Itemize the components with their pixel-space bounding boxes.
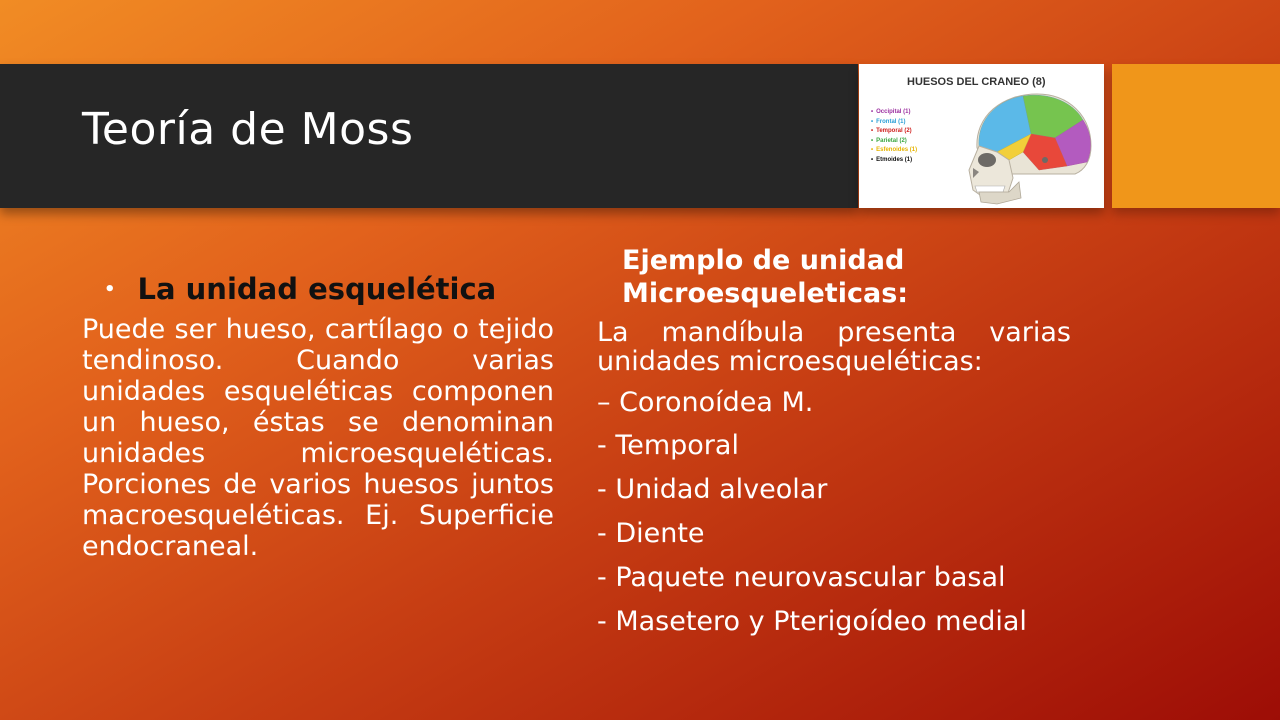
bone-legend-item: • Etmoides (1): [871, 156, 913, 163]
bullet-icon: •: [104, 278, 116, 300]
left-body-text: Puede ser hueso, cartílago o tejido tendinoso. Cuando varias unidades esqueléticas componen un hueso, éstas se denominan unidades microesqueléticas. Porciones de varios huesos juntos macroesqueléticas. Ej. Superficie endocraneal.: [82, 314, 554, 562]
left-column: [82, 272, 554, 562]
skull-illustration: [957, 86, 1097, 206]
list-item: - Paquete neurovascular basal: [597, 562, 1006, 593]
slide-title: Teoría de Moss: [82, 104, 414, 155]
list-item: - Unidad alveolar: [597, 474, 828, 505]
unit-list: [597, 386, 1071, 644]
skull-bones-image: [859, 64, 1104, 208]
accent-square: [1112, 64, 1280, 208]
right-column: [597, 244, 1071, 644]
left-heading-text: La unidad esquelética: [137, 272, 497, 306]
list-item: - Masetero y Pterigoídeo medial: [597, 606, 1027, 637]
list-item: - Diente: [597, 518, 705, 549]
bone-legend-item: • Parietal (2): [871, 137, 907, 144]
list-item: – Coronoídea M.: [597, 387, 814, 418]
bone-legend: [871, 108, 917, 165]
bone-legend-item: • Frontal (1): [871, 118, 906, 125]
right-intro-text: La mandíbula presenta varias unidades microesqueléticas:: [597, 317, 1071, 377]
bone-legend-item: • Temporal (2): [871, 128, 912, 134]
bone-legend-item: • Occipital (1): [871, 109, 911, 115]
list-item: - Temporal: [597, 430, 739, 461]
image-title: HUESOS DEL CRANEO (8): [907, 76, 1046, 88]
right-heading: Ejemplo de unidad Microesqueleticas:: [622, 245, 909, 309]
left-heading: [104, 272, 554, 306]
bone-legend-item: • Esfenoides (1): [871, 147, 918, 153]
